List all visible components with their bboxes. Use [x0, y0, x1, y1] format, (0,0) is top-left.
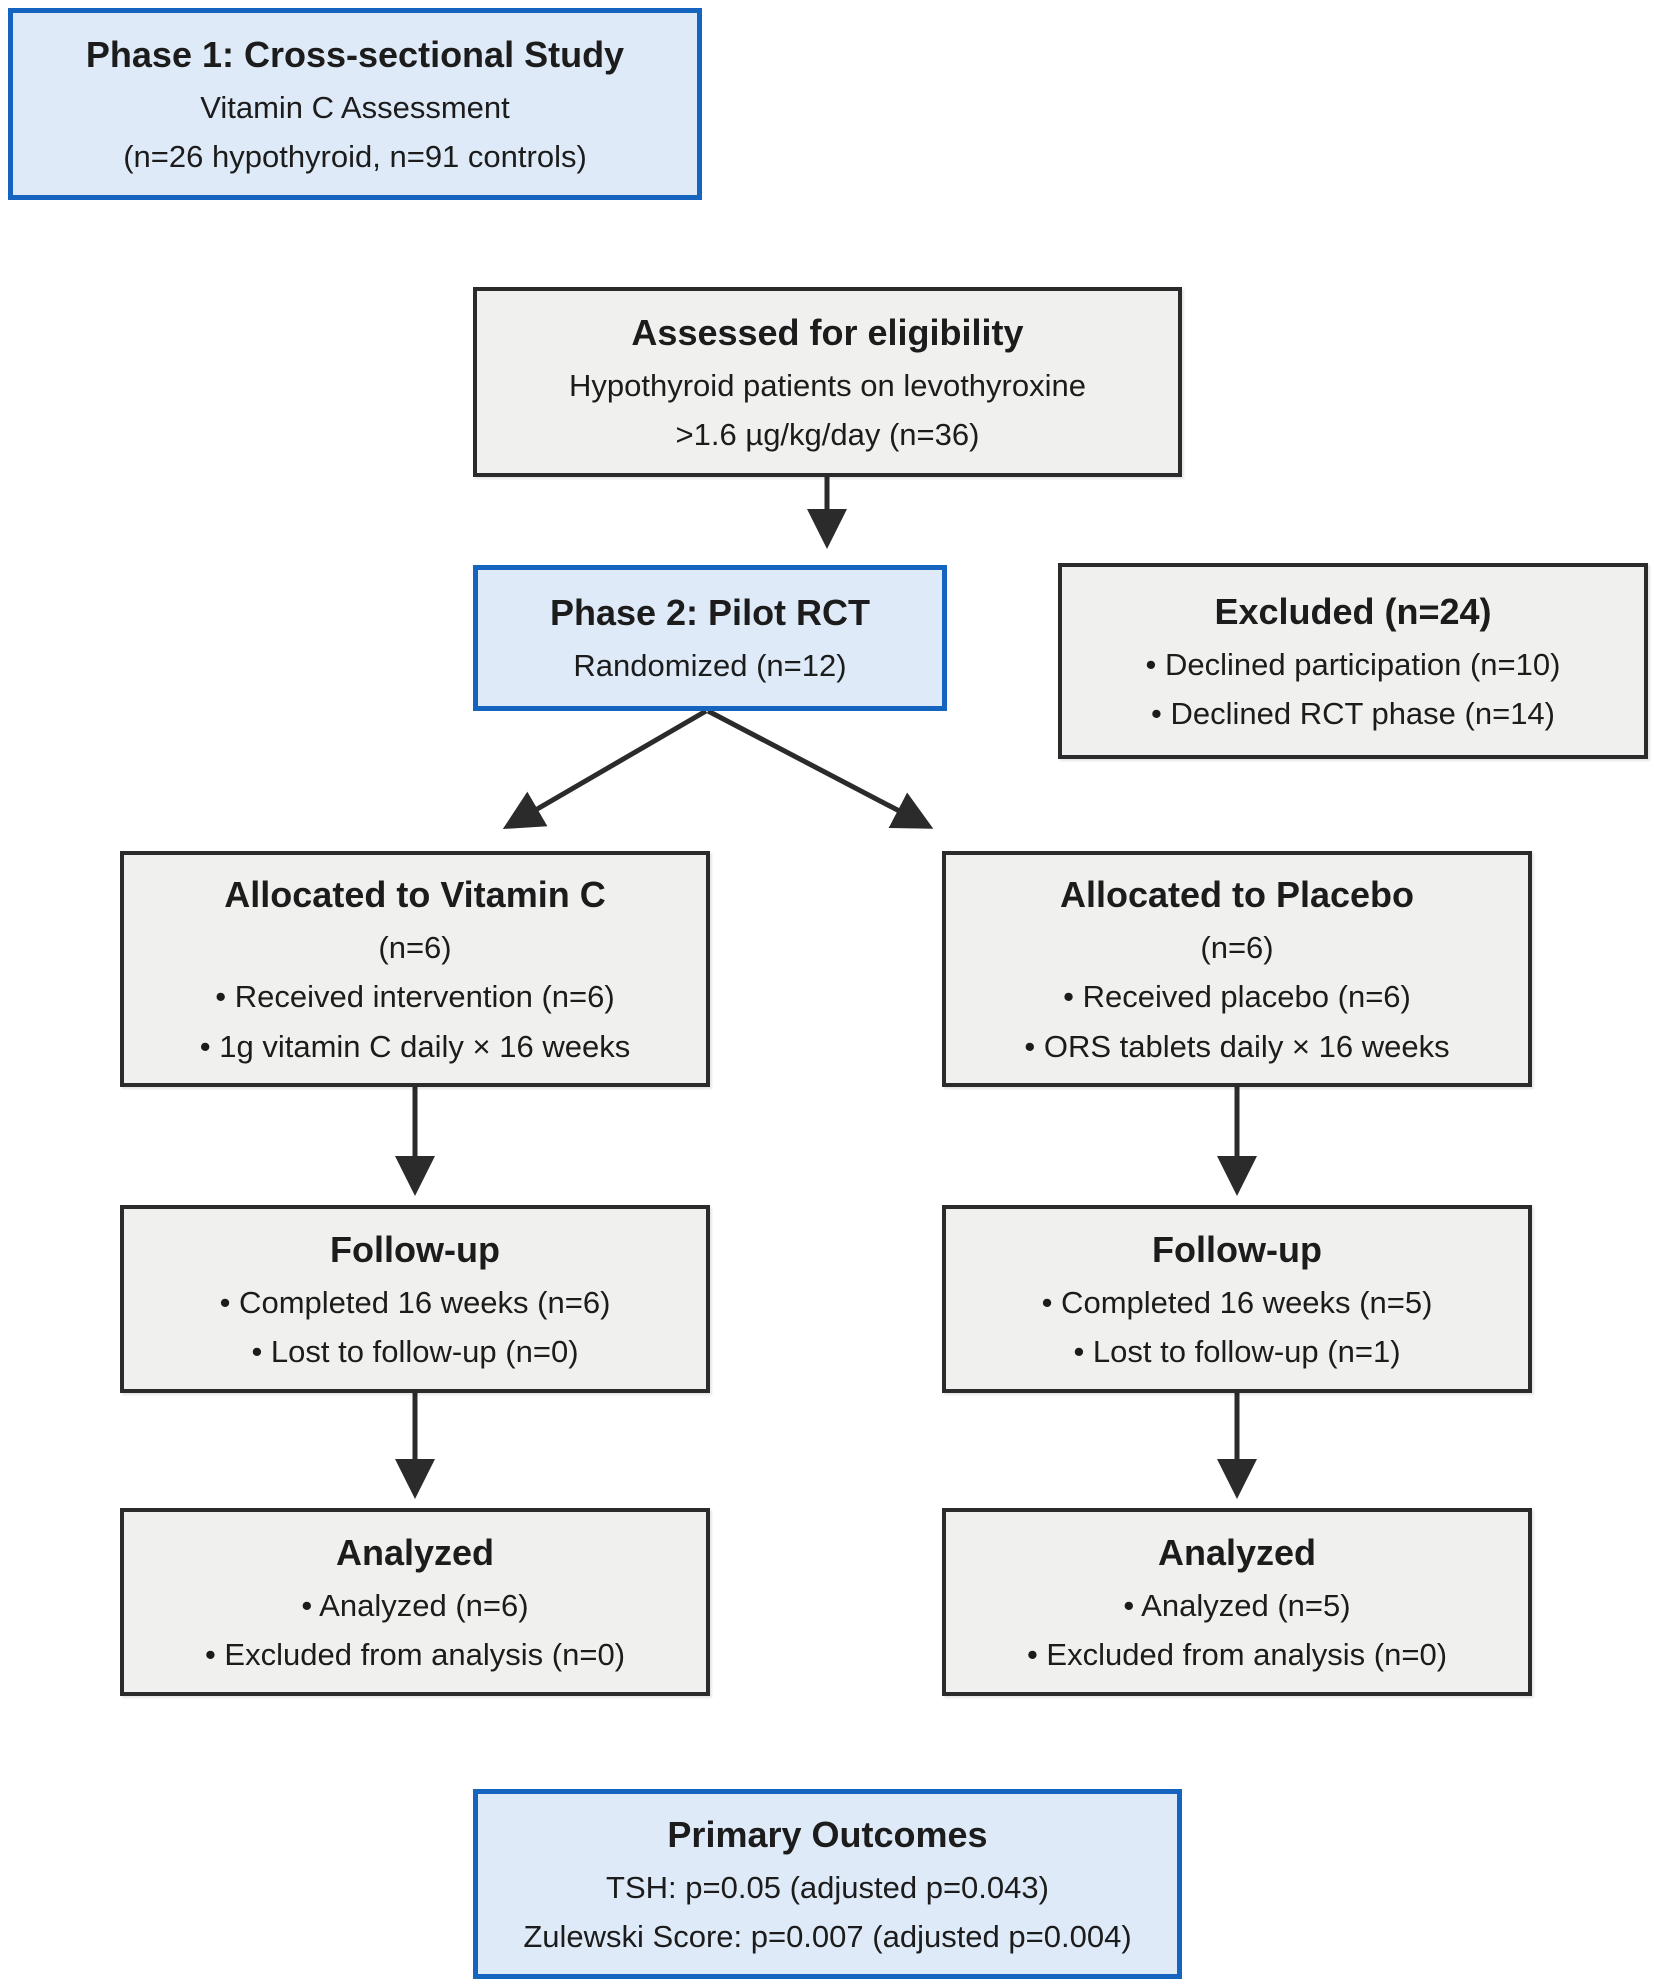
allocated-placebo-line: • ORS tablets daily × 16 weeks — [1024, 1028, 1450, 1064]
phase1-study-title: Phase 1: Cross-sectional Study — [85, 33, 625, 75]
analyzed-vitaminc-box — [120, 1508, 710, 1696]
analyzed-placebo-box — [942, 1508, 1532, 1696]
followup-placebo-line: • Lost to follow-up (n=1) — [1073, 1334, 1401, 1369]
phase1-study-box — [8, 8, 702, 200]
analyzed-vitaminc-line: • Excluded from analysis (n=0) — [204, 1637, 626, 1672]
allocated-vitaminc-line: • 1g vitamin C daily × 16 weeks — [199, 1028, 631, 1064]
allocated-placebo-line: (n=6) — [1200, 930, 1274, 966]
followup-vitaminc-title: Follow-up — [330, 1228, 500, 1270]
phase2-rct-title: Phase 2: Pilot RCT — [549, 592, 871, 634]
primary-outcomes-title: Primary Outcomes — [667, 1813, 988, 1855]
eligibility-line: Hypothyroid patients on levothyroxine — [569, 367, 1086, 403]
analyzed-vitaminc-title: Analyzed — [335, 1531, 495, 1573]
allocated-vitaminc-title: Allocated to Vitamin C — [224, 874, 606, 916]
allocated-vitaminc-box — [120, 851, 710, 1087]
followup-placebo-title: Follow-up — [1152, 1228, 1322, 1270]
allocated-placebo-title: Allocated to Placebo — [1059, 874, 1415, 916]
followup-placebo-box — [942, 1205, 1532, 1393]
allocated-vitaminc-line: (n=6) — [378, 930, 452, 966]
followup-vitaminc-box — [120, 1205, 710, 1393]
phase1-study-line: (n=26 hypothyroid, n=91 controls) — [123, 139, 587, 174]
analyzed-placebo-title: Analyzed — [1157, 1531, 1317, 1573]
primary-outcomes-box — [473, 1789, 1182, 1979]
analyzed-placebo-line: • Excluded from analysis (n=0) — [1026, 1637, 1448, 1672]
followup-placebo-line: • Completed 16 weeks (n=5) — [1041, 1284, 1433, 1320]
primary-outcomes-line: Zulewski Score: p=0.007 (adjusted p=0.004) — [523, 1919, 1132, 1954]
phase2-rct-line: Randomized (n=12) — [573, 648, 847, 684]
excluded-box — [1058, 563, 1648, 759]
excluded-line: • Declined participation (n=10) — [1145, 646, 1561, 682]
allocated-placebo-box — [942, 851, 1532, 1087]
arrow-rct-to-vitaminc — [508, 711, 706, 826]
arrow-rct-to-placebo — [708, 711, 928, 826]
allocated-vitaminc-line: • Received intervention (n=6) — [215, 979, 615, 1015]
eligibility-box — [473, 287, 1182, 477]
phase2-rct-box — [473, 565, 947, 711]
excluded-title: Excluded (n=24) — [1214, 590, 1492, 632]
analyzed-vitaminc-line: • Analyzed (n=6) — [301, 1587, 529, 1623]
followup-vitaminc-line: • Lost to follow-up (n=0) — [251, 1334, 579, 1369]
allocated-placebo-line: • Received placebo (n=6) — [1063, 979, 1411, 1015]
analyzed-placebo-line: • Analyzed (n=5) — [1123, 1587, 1351, 1623]
phase1-study-line: Vitamin C Assessment — [200, 89, 510, 125]
followup-vitaminc-line: • Completed 16 weeks (n=6) — [219, 1284, 611, 1320]
primary-outcomes-line: TSH: p=0.05 (adjusted p=0.043) — [606, 1869, 1049, 1905]
eligibility-title: Assessed for eligibility — [631, 311, 1024, 353]
excluded-line: • Declined RCT phase (n=14) — [1150, 696, 1555, 731]
eligibility-line: >1.6 µg/kg/day (n=36) — [675, 417, 980, 452]
